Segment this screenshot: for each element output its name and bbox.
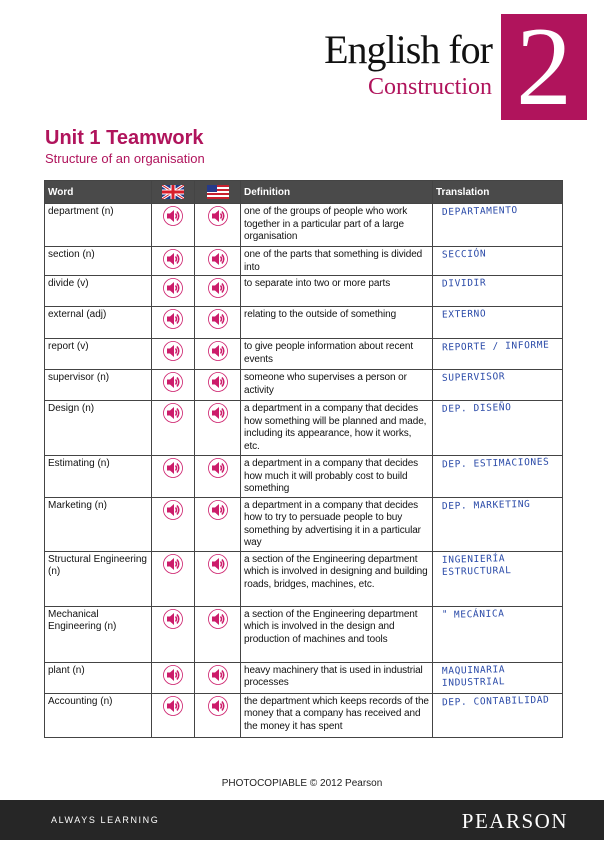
uk-audio-speaker-icon[interactable] <box>163 206 183 226</box>
translation-cell <box>433 497 563 551</box>
us-audio-cell[interactable] <box>195 693 241 737</box>
us-audio-speaker-icon[interactable] <box>208 500 228 520</box>
us-audio-cell[interactable] <box>195 497 241 551</box>
book-title-line2: Construction <box>368 74 492 100</box>
copyright-notice: PHOTOCOPIABLE © 2012 Pearson <box>221 778 383 789</box>
uk-audio-cell[interactable] <box>152 307 195 339</box>
translation-cell <box>433 204 563 247</box>
uk-audio-speaker-icon[interactable] <box>163 665 183 685</box>
table-row <box>45 247 563 276</box>
table-row <box>45 276 563 307</box>
translation-cell <box>433 370 563 401</box>
word-cell: department (n) <box>45 204 152 247</box>
unit-subtitle: Structure of an organisation <box>45 151 205 166</box>
handwritten-translation: INGENIERÍA <box>441 552 506 566</box>
handwritten-translation: MAQUINARIA <box>441 663 506 677</box>
word-cell: Design (n) <box>45 401 152 456</box>
word-cell: Mechanical Engineering (n) <box>45 606 152 662</box>
word-cell: divide (v) <box>45 276 152 307</box>
translation-cell <box>433 307 563 339</box>
word-cell: Accounting (n) <box>45 693 152 737</box>
uk-audio-speaker-icon[interactable] <box>163 609 183 629</box>
us-audio-cell[interactable] <box>195 370 241 401</box>
handwritten-translation: DEP. DISEÑO <box>441 402 512 415</box>
translation-cell <box>433 276 563 307</box>
definition-cell: relating to the outside of something <box>241 307 433 339</box>
word-cell: Marketing (n) <box>45 497 152 551</box>
definition-cell: a section of the Engineering department which is involved in designing and building roads, bridges, machines, etc. <box>241 551 433 606</box>
book-title <box>312 27 492 100</box>
table-row <box>45 339 563 370</box>
uk-audio-speaker-icon[interactable] <box>163 403 183 423</box>
header-word: Word <box>45 181 152 204</box>
word-cell: section (n) <box>45 247 152 276</box>
unit-title: Unit 1 Teamwork <box>45 127 204 149</box>
table-row <box>45 204 563 247</box>
uk-audio-speaker-icon[interactable] <box>163 372 183 392</box>
handwritten-translation: ESTRUCTURAL <box>441 565 512 578</box>
definition-cell: a department in a company that decides how something will be planned and made, including its appearance, how it works, etc. <box>241 401 433 456</box>
uk-audio-cell[interactable] <box>152 497 195 551</box>
word-cell: plant (n) <box>45 662 152 693</box>
translation-cell <box>433 551 563 606</box>
definition-cell: to give people information about recent events <box>241 339 433 370</box>
definition-cell: one of the groups of people who work together in a particular part of a large organisation <box>241 204 433 247</box>
definition-cell: someone who supervises a person or activity <box>241 370 433 401</box>
translation-cell <box>433 693 563 737</box>
us-audio-speaker-icon[interactable] <box>208 696 228 716</box>
table-row <box>45 551 563 606</box>
us-audio-speaker-icon[interactable] <box>208 554 228 574</box>
definition-cell: the department which keeps records of the money that a company has received and the money it has spent <box>241 693 433 737</box>
word-cell: external (adj) <box>45 307 152 339</box>
us-audio-cell[interactable] <box>195 339 241 370</box>
uk-audio-cell[interactable] <box>152 401 195 456</box>
table-row <box>45 662 563 693</box>
table-row <box>45 693 563 737</box>
us-audio-speaker-icon[interactable] <box>208 458 228 478</box>
handwritten-translation: DEP. MARKETING <box>441 498 531 512</box>
uk-audio-speaker-icon[interactable] <box>163 309 183 329</box>
us-audio-speaker-icon[interactable] <box>208 403 228 423</box>
uk-audio-cell[interactable] <box>152 339 195 370</box>
publisher-logo: PEARSON <box>461 809 568 833</box>
uk-audio-speaker-icon[interactable] <box>163 500 183 520</box>
us-audio-speaker-icon[interactable] <box>208 278 228 298</box>
footer-bar <box>0 800 604 840</box>
uk-audio-cell[interactable] <box>152 276 195 307</box>
us-audio-cell[interactable] <box>195 456 241 498</box>
vocabulary-table <box>44 180 563 738</box>
translation-cell <box>433 339 563 370</box>
handwritten-translation: SECCIÓN <box>441 248 487 261</box>
word-cell: Structural Engineering (n) <box>45 551 152 606</box>
handwritten-translation: DEP. ESTIMACIONES <box>441 456 550 471</box>
us-audio-cell[interactable] <box>195 276 241 307</box>
uk-audio-cell[interactable] <box>152 662 195 693</box>
us-audio-speaker-icon[interactable] <box>208 341 228 361</box>
uk-audio-cell[interactable] <box>152 606 195 662</box>
header-us <box>195 181 241 204</box>
uk-audio-cell[interactable] <box>152 247 195 276</box>
us-audio-speaker-icon[interactable] <box>208 309 228 329</box>
uk-audio-cell[interactable] <box>152 551 195 606</box>
table-row <box>45 606 563 662</box>
handwritten-translation: DEPARTAMENTO <box>441 205 518 218</box>
definition-cell: a department in a company that decides how much it will probably cost to build something <box>241 456 433 498</box>
word-cell: supervisor (n) <box>45 370 152 401</box>
definition-cell: a section of the Engineering department which is involved in the design and production of machines and tools <box>241 606 433 662</box>
table-row <box>45 497 563 551</box>
definition-cell: to separate into two or more parts <box>241 276 433 307</box>
level-number: 2 <box>516 5 572 129</box>
uk-audio-cell[interactable] <box>152 370 195 401</box>
handwritten-translation: DIVIDIR <box>441 277 487 290</box>
translation-cell <box>433 247 563 276</box>
level-badge <box>501 5 587 129</box>
us-audio-cell[interactable] <box>195 606 241 662</box>
us-audio-cell[interactable] <box>195 204 241 247</box>
handwritten-translation: EXTERNO <box>441 308 487 321</box>
us-audio-speaker-icon[interactable] <box>208 609 228 629</box>
us-audio-speaker-icon[interactable] <box>208 665 228 685</box>
us-audio-cell[interactable] <box>195 551 241 606</box>
uk-audio-cell[interactable] <box>152 693 195 737</box>
us-audio-cell[interactable] <box>195 307 241 339</box>
handwritten-translation: SUPERVISOR <box>441 371 506 384</box>
handwritten-translation: REPORTE / INFORME <box>441 339 550 354</box>
table-row <box>45 307 563 339</box>
table-header-row <box>45 181 563 204</box>
translation-cell <box>433 456 563 498</box>
us-audio-speaker-icon[interactable] <box>208 372 228 392</box>
uk-audio-speaker-icon[interactable] <box>163 458 183 478</box>
definition-cell: a department in a company that decides how to try to persuade people to buy something by advertising it in a particular way <box>241 497 433 551</box>
us-audio-cell[interactable] <box>195 247 241 276</box>
word-cell: Estimating (n) <box>45 456 152 498</box>
definition-cell: heavy machinery that is used in industrial processes <box>241 662 433 693</box>
uk-audio-cell[interactable] <box>152 204 195 247</box>
uk-audio-speaker-icon[interactable] <box>163 278 183 298</box>
us-audio-cell[interactable] <box>195 401 241 456</box>
table-row <box>45 370 563 401</box>
translation-cell <box>433 401 563 456</box>
table-row <box>45 401 563 456</box>
uk-audio-speaker-icon[interactable] <box>163 554 183 574</box>
book-title-line1: English for <box>324 27 492 72</box>
header-translation: Translation <box>433 181 563 204</box>
us-audio-speaker-icon[interactable] <box>208 249 228 269</box>
us-audio-cell[interactable] <box>195 662 241 693</box>
header-definition: Definition <box>241 181 433 204</box>
table-row <box>45 456 563 498</box>
us-flag-icon <box>207 185 229 199</box>
uk-audio-speaker-icon[interactable] <box>163 341 183 361</box>
word-cell: report (v) <box>45 339 152 370</box>
translation-cell <box>433 662 563 693</box>
uk-flag-icon <box>162 185 184 199</box>
handwritten-translation: INDUSTRIAL <box>441 676 506 689</box>
us-audio-speaker-icon[interactable] <box>208 206 228 226</box>
definition-cell: one of the parts that something is divided into <box>241 247 433 276</box>
uk-audio-speaker-icon[interactable] <box>163 249 183 269</box>
handwritten-translation: DEP. CONTABILIDAD <box>441 694 550 708</box>
translation-cell <box>433 606 563 662</box>
tagline: ALWAYS LEARNING <box>51 815 160 825</box>
uk-audio-cell[interactable] <box>152 456 195 498</box>
header-uk <box>152 181 195 204</box>
handwritten-translation: " <box>441 608 449 620</box>
handwritten-translation: MECÁNICA <box>454 607 506 621</box>
uk-audio-speaker-icon[interactable] <box>163 696 183 716</box>
